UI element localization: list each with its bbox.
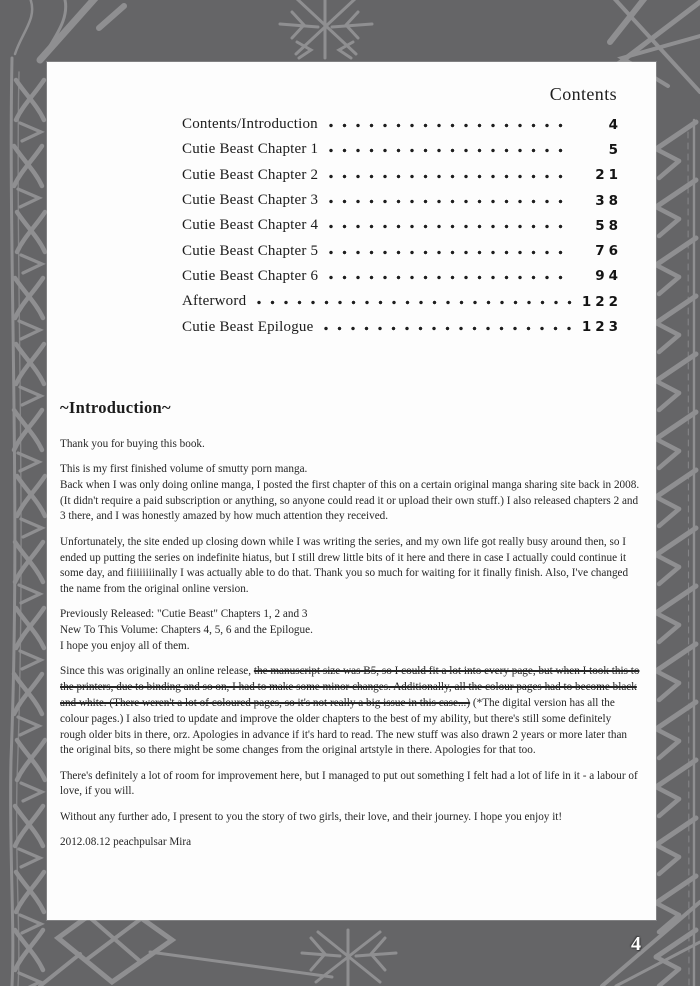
dot-leader (257, 300, 572, 305)
toc-row (182, 213, 622, 238)
toc-entry-label: Cutie Beast Chapter 1 (182, 141, 319, 158)
print-notes-after: (*The digital version has all the colour pages.) I also tried to update and improve the older chapters to the best of my ability, but there's still some definitely rough older bits in there, orz. Apologies in advance if it's hard to read. The new stuff was also drawn 2 years or more later than the original bits, so there might be some changes from the original artstyle in there. Apologies for that too. (60, 696, 628, 757)
release-info-line1: Previously Released: "Cutie Beast" Chapters 1, 2 and 3 (60, 608, 308, 621)
toc-entry-page-number: 94 (595, 268, 622, 285)
intro-history-rest: Back when I was only doing online manga, I posted the first chapter of this on a certain original manga sharing site back in 2008. (It didn't require a paid subscription or anything, so anyone could read it or upload their own stuff.) I also released chapters 2 and 3 there, and I was honestly amazed by how much attention they received. (60, 478, 640, 523)
toc-row (182, 137, 622, 162)
release-info-line3: I hope you enjoy all of them. (60, 640, 190, 653)
table-of-contents (182, 112, 622, 340)
toc-entry-page-number: 123 (581, 319, 622, 336)
dot-leader (329, 174, 572, 179)
toc-entry-label: Cutie Beast Chapter 6 (182, 267, 319, 284)
contents-title: Contents (549, 84, 617, 104)
dot-leader (324, 326, 572, 331)
dot-leader (329, 250, 572, 255)
toc-row (182, 188, 622, 213)
toc-row (182, 264, 622, 289)
toc-row (182, 289, 622, 314)
print-notes-before: Since this was originally an online release, (60, 665, 254, 678)
toc-entry-page-number: 58 (595, 217, 622, 234)
folio-page-number: 4 (631, 933, 641, 955)
intro-paragraph-hiatus: Unfortunately, the site ended up closing down while I was writing the series, and my own life got really busy around then, so I ended up putting the series on indefinite hiatus, but I still drew little bits of it here and there in case I actually could continue it some day, and fiiiiiiiinally I was actually able to do that. Thank you so much for waiting for it finally finish. Also, I've changed the name from the original online version. (60, 535, 629, 596)
toc-entry-label: Afterword (182, 293, 247, 310)
toc-entry-label: Contents/Introduction (182, 116, 318, 133)
toc-entry-label: Cutie Beast Chapter 3 (182, 192, 319, 209)
introduction-heading: ~Introduction~ (60, 398, 171, 417)
intro-paragraph-labour-of-love: There's definitely a lot of room for improvement here, but I managed to put out something I felt had a lot of life in it - a labour of love, if you will. (60, 769, 638, 798)
dot-leader (329, 224, 572, 229)
signature-line: 2012.08.12 peachpulsar Mira (60, 836, 192, 849)
introduction-section (60, 400, 640, 860)
dot-leader (329, 199, 572, 204)
intro-paragraph-history (60, 462, 640, 525)
toc-row (182, 163, 622, 188)
toc-entry-label: Cutie Beast Epilogue (182, 318, 314, 335)
dot-leader (329, 275, 572, 280)
release-info-line2: New To This Volume: Chapters 4, 5, 6 and the Epilogue. (60, 624, 313, 637)
intro-paragraph-thanks: Thank you for buying this book. (60, 437, 205, 450)
dot-leader (329, 123, 572, 128)
dot-leader (329, 148, 572, 153)
intro-history-line1: This is my first finished volume of smutty porn manga. (60, 463, 308, 476)
toc-entry-label: Cutie Beast Chapter 5 (182, 242, 319, 259)
toc-entry-label: Cutie Beast Chapter 2 (182, 166, 319, 183)
print-notes-struck-text: the manuscript size was B5, so I could fit a lot into every page, but when I took this to the printers, due to binding and so on, I had to make some minor changes. Additionally, all the colour pages had to become black and white. (There weren't a lot of coloured pages, so it's not really a big issue in this case...) (60, 665, 640, 709)
book-page (47, 62, 656, 920)
intro-paragraph-closing: Without any further ado, I present to you the story of two girls, their love, and their journey. I hope you enjoy it! (60, 810, 563, 823)
toc-entry-label: Cutie Beast Chapter 4 (182, 217, 319, 234)
toc-entry-page-number: 76 (595, 243, 622, 260)
toc-entry-page-number: 5 (608, 141, 622, 158)
intro-paragraph-release-info (60, 607, 640, 654)
toc-row (182, 112, 622, 137)
toc-entry-page-number: 38 (595, 192, 622, 209)
toc-entry-page-number: 4 (608, 116, 622, 133)
toc-row (182, 238, 622, 263)
toc-entry-page-number: 122 (581, 293, 622, 310)
intro-paragraph-print-notes (60, 664, 640, 759)
toc-entry-page-number: 21 (595, 167, 622, 184)
toc-row (182, 314, 622, 339)
